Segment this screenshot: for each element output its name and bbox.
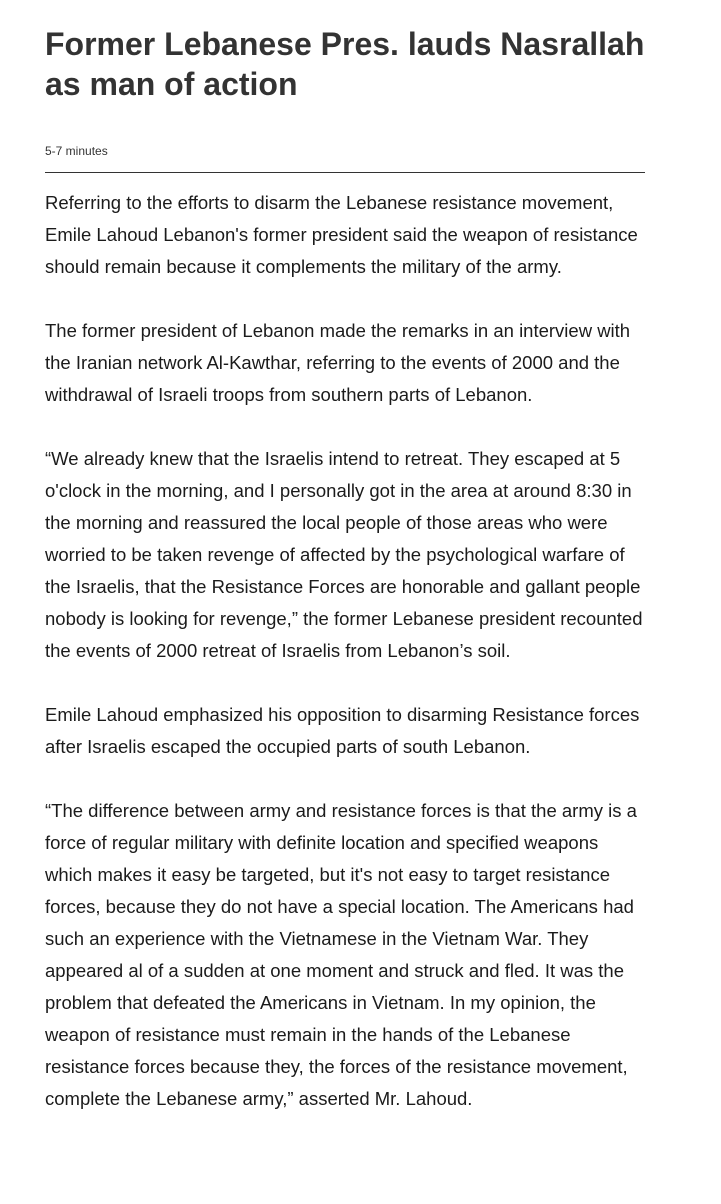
paragraph: Emile Lahoud emphasized his opposition to disarming Resistance forces after Israelis escaped the occupied parts of south Lebanon.: [45, 704, 640, 757]
paragraph: The former president of Lebanon made the remarks in an interview with the Iranian network Al-Kawthar, referring to the events of 2000 and the withdrawal of Israeli troops from southern parts of Lebanon.: [45, 320, 631, 405]
divider: [45, 172, 645, 173]
paragraph: “We already knew that the Israelis intend to retreat. They escaped at 5 o'clock in the morning, and I personally got in the area at around 8:30 in the morning and reassured the local people of those areas who were worried to be taken revenge of affected by the psychological warfare of the Israelis, that the Resistance Forces are honorable and gallant people nobody is looking for revenge,” the former Lebanese president recounted the events of 2000 retreat of Israelis from Lebanon’s soil.: [45, 448, 643, 661]
paragraph: “The difference between army and resistance forces is that the army is a force of regular military with definite location and specified weapons which makes it easy be targeted, but it's not easy to target resistance forces, because they do not have a special location. The Americans had such an experience with the Vietnamese in the Vietnam War. They appeared al of a sudden at one moment and struck and fled. It was the problem that defeated the Americans in Vietnam. In my opinion, the weapon of resistance must remain in the hands of the Lebanese resistance forces because they, the forces of the resistance movement, complete the Lebanese army,” asserted Mr. Lahoud.: [45, 800, 637, 1109]
article: [45, 0, 645, 1147]
paragraph: Referring to the efforts to disarm the Lebanese resistance movement, Emile Lahoud Lebanon's former president said the weapon of resistance should remain because it complements the military of the army.: [45, 192, 638, 277]
reading-time: 5-7 minutes: [45, 144, 108, 158]
article-body: [45, 187, 645, 1115]
article-title: Former Lebanese Pres. lauds Nasrallah as man of action: [45, 26, 645, 102]
